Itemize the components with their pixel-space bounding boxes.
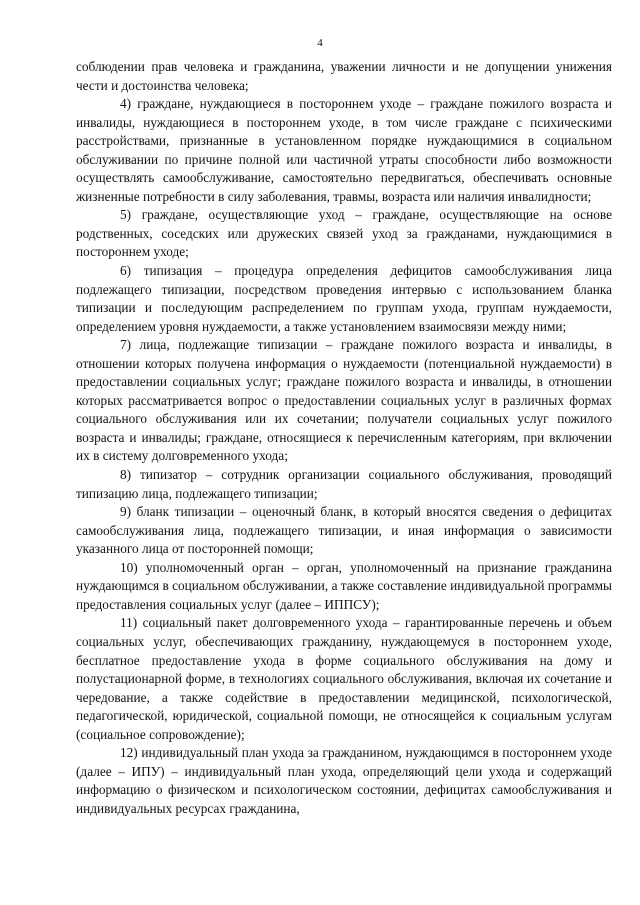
paragraph-item-5: 5) граждане, осуществляющие уход – граждане, осуществляющие на основе родственных, соседских или дружеских связей уход за гражданами, нуждающимися в постороннем уходе; xyxy=(76,207,612,260)
paragraph-item-11: 11) социальный пакет долговременного ухода – гарантированные перечень и объем социальных услуг, обеспечивающих гражданину, нуждающемуся в постороннем уходе, бесплатное предоставление ухода в форме социального обслуживания на дому и полустационарной форме, в технологиях социального обслуживания, включая их сочетание и чередование, а также содействие в предоставлении медицинской, психологической, педагогической, юридической, социальной помощи, не относящейся к социальным услугам (социальное сопровождение); xyxy=(76,615,612,742)
paragraph-item-7: 7) лица, подлежащие типизации – граждане пожилого возраста и инвалиды, в отношении которых получена информация о нуждаемости (потенциальной нуждаемости) в предоставлении социальных услуг; граждане пожилого возраста и инвалиды, в отношении которых рассматривается вопрос о предоставлении социальных услуг в различных формах социального обслуживания или их сочетании; получатели социальных услуг пожилого возраста и инвалиды; граждане, относящиеся к перечисленным категориям, при включении их в систему долговременного ухода; xyxy=(76,337,612,464)
paragraph-item-6: 6) типизация – процедура определения дефицитов самообслуживания лица подлежащего типизации, посредством проведения интервью с использованием бланка типизации и последующим распределением по группам ухода, группам нуждаемости, определением уровня нуждаемости, а также установлением взаимосвязи между ними; xyxy=(76,263,612,334)
paragraph-item-10: 10) уполномоченный орган – орган, уполномоченный на признание гражданина нуждающимся в социальном обслуживании, а также составление индивидуальной программы предоставления социальных услуг (далее – ИППСУ); xyxy=(76,559,612,612)
paragraph-continuation: соблюдении прав человека и гражданина, уважении личности и не допущении унижения чести и достоинства человека; xyxy=(76,59,612,93)
paragraph-item-12: 12) индивидуальный план ухода за гражданином, нуждающимся в постороннем уходе (далее – ИПУ) – индивидуальный план ухода, определяющий цели ухода и содержащий информацию о физическом и психологическом состоянии, дефицитах самообслуживания и индивидуальных ресурсах гражданина, xyxy=(76,745,612,816)
page-number: 4 xyxy=(317,37,323,49)
paragraph-item-8: 8) типизатор – сотрудник организации социального обслуживания, проводящий типизацию лица, подлежащего типизации; xyxy=(76,467,612,501)
body-text xyxy=(76,58,612,818)
paragraph-item-9: 9) бланк типизации – оценочный бланк, в который вносятся сведения о дефицитах самообслуживания лица, подлежащего типизации, и иная информация о зависимости указанного лица от посторонней помощи; xyxy=(76,504,612,557)
paragraph-item-4: 4) граждане, нуждающиеся в постороннем уходе – граждане пожилого возраста и инвалиды, нуждающиеся в постороннем уходе, в том числе граждане с психическими расстройствами, признанные в установленном порядке нуждающимися в социальном обслуживании по причине полной или частичной утраты способности либо возможности осуществлять самообслуживание, самостоятельно передвигаться, обеспечивать основные жизненные потребности в силу заболевания, травмы, возраста или наличия инвалидности; xyxy=(76,96,612,204)
